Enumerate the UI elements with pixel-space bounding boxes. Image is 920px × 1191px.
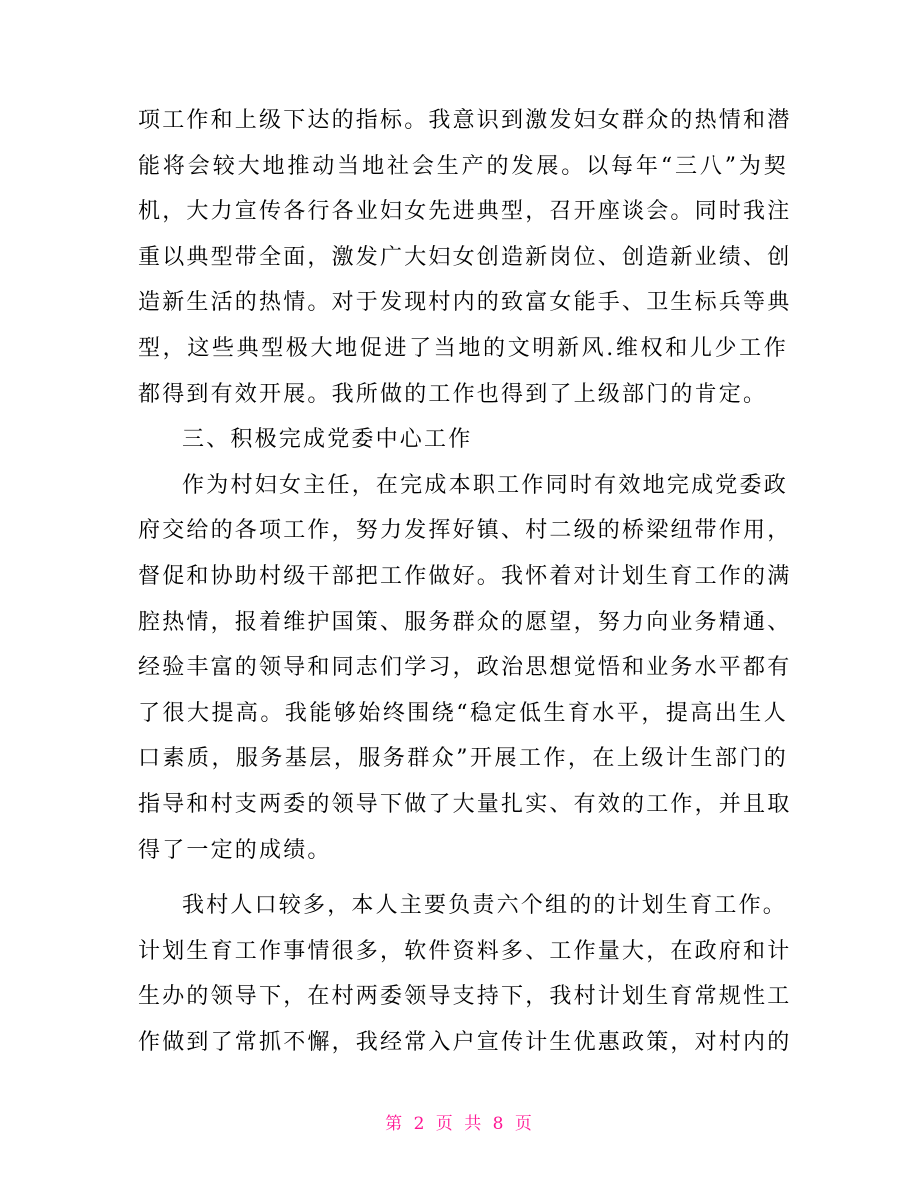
text-line-2: 能将会较大地推动当地社会生产的发展。以每年“三八”为契 [138, 153, 788, 179]
text-line-18: 我村人口较多，本人主要负责六个组的的计划生育工作。 [182, 893, 788, 919]
text-line-11: 督促和协助村级干部把工作做好。我怀着对计划生育工作的满 [138, 563, 792, 589]
section-heading: 三、积极完成党委中心工作 [182, 427, 473, 453]
text-line-15: 口素质，服务基层，服务群众”开展工作，在上级计生部门的 [138, 746, 788, 772]
text-line-10: 府交给的各项工作，努力发挥好镇、村二级的桥梁纽带作用， [138, 518, 792, 544]
text-line-19: 计划生育工作事情很多，软件资料多、工作量大，在政府和计 [138, 938, 792, 964]
text-line-9: 作为村妇女主任，在完成本职工作同时有效地完成党委政 [182, 472, 788, 498]
text-line-20: 生办的领导下，在村两委领导支持下，我村计划生育常规性工 [138, 984, 792, 1010]
text-line-6: 型，这些典型极大地促进了当地的文明新风.维权和儿少工作 [138, 335, 788, 361]
page-number-footer: 第 2 页 共 8 页 [385, 1114, 535, 1134]
text-line-7: 都得到有效开展。我所做的工作也得到了上级部门的肯定。 [138, 381, 768, 407]
text-line-14: 了很大提高。我能够始终围绕“稳定低生育水平，提高出生人 [138, 700, 788, 726]
text-line-17: 得了一定的成绩。 [138, 837, 332, 863]
text-line-12: 腔热情，报着维护国策、服务群众的愿望，努力向业务精通、 [138, 609, 792, 635]
text-line-1: 项工作和上级下达的指标。我意识到激发妇女群众的热情和潜 [138, 108, 792, 133]
text-line-3: 机，大力宣传各行各业妇女先进典型，召开座谈会。同时我注 [138, 199, 792, 225]
text-line-5: 造新生活的热情。对于发现村内的致富女能手、卫生标兵等典 [138, 290, 792, 316]
text-line-13: 经验丰富的领导和同志们学习，政治思想觉悟和业务水平都有 [138, 655, 792, 681]
document-body [138, 98, 792, 1065]
text-line-21: 作做到了常抓不懈，我经常入户宣传计生优惠政策，对村内的 [138, 1029, 792, 1055]
text-line-4: 重以典型带全面，激发广大妇女创造新岗位、创造新业绩、创 [138, 244, 792, 270]
text-line-16: 指导和村支两委的领导下做了大量扎实、有效的工作，并且取 [138, 791, 792, 817]
